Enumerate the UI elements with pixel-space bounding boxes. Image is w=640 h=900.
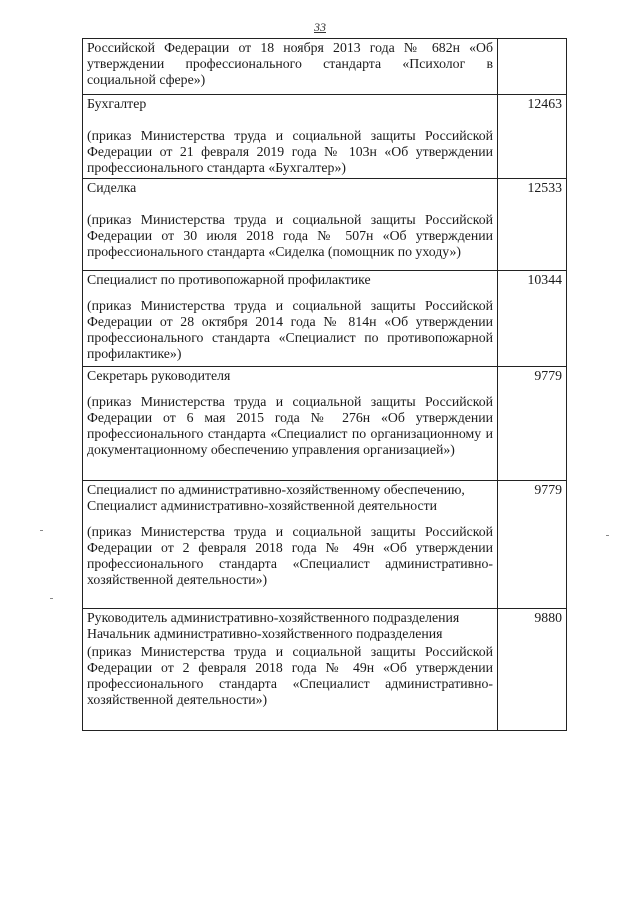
page-number: 33 <box>314 20 326 34</box>
salary-value: 12533 <box>498 179 567 271</box>
position-cell <box>83 271 498 367</box>
position-cell <box>83 95 498 179</box>
position-cell <box>83 367 498 481</box>
position-cell <box>83 609 498 731</box>
position-cell <box>83 39 498 95</box>
order-reference: (приказ Министерства труда и социальной защиты Российской Федерации от 6 мая 2015 года № 276н «Об утверждении профессионального стандарта «Специалист по организационному и документационному обеспечению управления организацией») <box>87 394 493 457</box>
position-title: Секретарь руководителя <box>87 368 231 383</box>
table-row <box>83 271 567 367</box>
table-row <box>83 481 567 609</box>
salary-value: 10344 <box>498 271 567 367</box>
table-row <box>83 609 567 731</box>
position-title-alt: Специалист административно-хозяйственной деятельности <box>87 498 438 513</box>
order-reference: (приказ Министерства труда и социальной защиты Российской Федерации от 30 июля 2018 года № 507н «Об утверждении профессионального стандарта «Сиделка (помощник по уходу») <box>87 212 493 259</box>
scan-speck <box>606 535 609 536</box>
order-reference: (приказ Министерства труда и социальной защиты Российской Федерации от 2 февраля 2018 года № 49н «Об утверждении профессионального стандарта «Специалист административно-хозяйственной деятельности») <box>87 644 493 707</box>
position-cell <box>83 481 498 609</box>
salary-value: 9779 <box>498 481 567 609</box>
position-title: Специалист по административно-хозяйственному обеспечению, <box>87 482 465 497</box>
salary-value: 9779 <box>498 367 567 481</box>
order-reference: (приказ Министерства труда и социальной защиты Российской Федерации от 2 февраля 2018 года № 49н «Об утверждении профессионального стандарта «Специалист административно-хозяйственной деятельности») <box>87 524 493 587</box>
salary-value <box>498 39 567 95</box>
position-title: Руководитель административно-хозяйственного подразделения <box>87 610 460 625</box>
table-row <box>83 95 567 179</box>
table-row <box>83 179 567 271</box>
salary-value: 9880 <box>498 609 567 731</box>
position-title: Специалист по противопожарной профилактике <box>87 272 371 287</box>
scan-speck <box>40 530 43 531</box>
salary-value: 12463 <box>498 95 567 179</box>
table-row <box>83 367 567 481</box>
order-reference: (приказ Министерства труда и социальной защиты Российской Федерации от 28 октября 2014 года № 814н «Об утверждении профессионального стандарта «Специалист по противопожарной профилактике») <box>87 298 493 361</box>
order-reference: (приказ Министерства труда и социальной защиты Российской Федерации от 21 февраля 2019 года № 103н «Об утверждении профессионального стандарта «Бухгалтер») <box>87 128 493 175</box>
scan-speck <box>50 598 53 599</box>
position-title: Сиделка <box>87 180 137 195</box>
table-row <box>83 39 567 95</box>
order-reference: Российской Федерации от 18 ноября 2013 года № 682н «Об утверждении профессионального стандарта «Психолог в социальной сфере») <box>87 40 493 87</box>
position-cell <box>83 179 498 271</box>
position-title-alt: Начальник административно-хозяйственного подразделения <box>87 626 443 641</box>
position-title: Бухгалтер <box>87 96 147 111</box>
positions-table <box>82 38 567 731</box>
